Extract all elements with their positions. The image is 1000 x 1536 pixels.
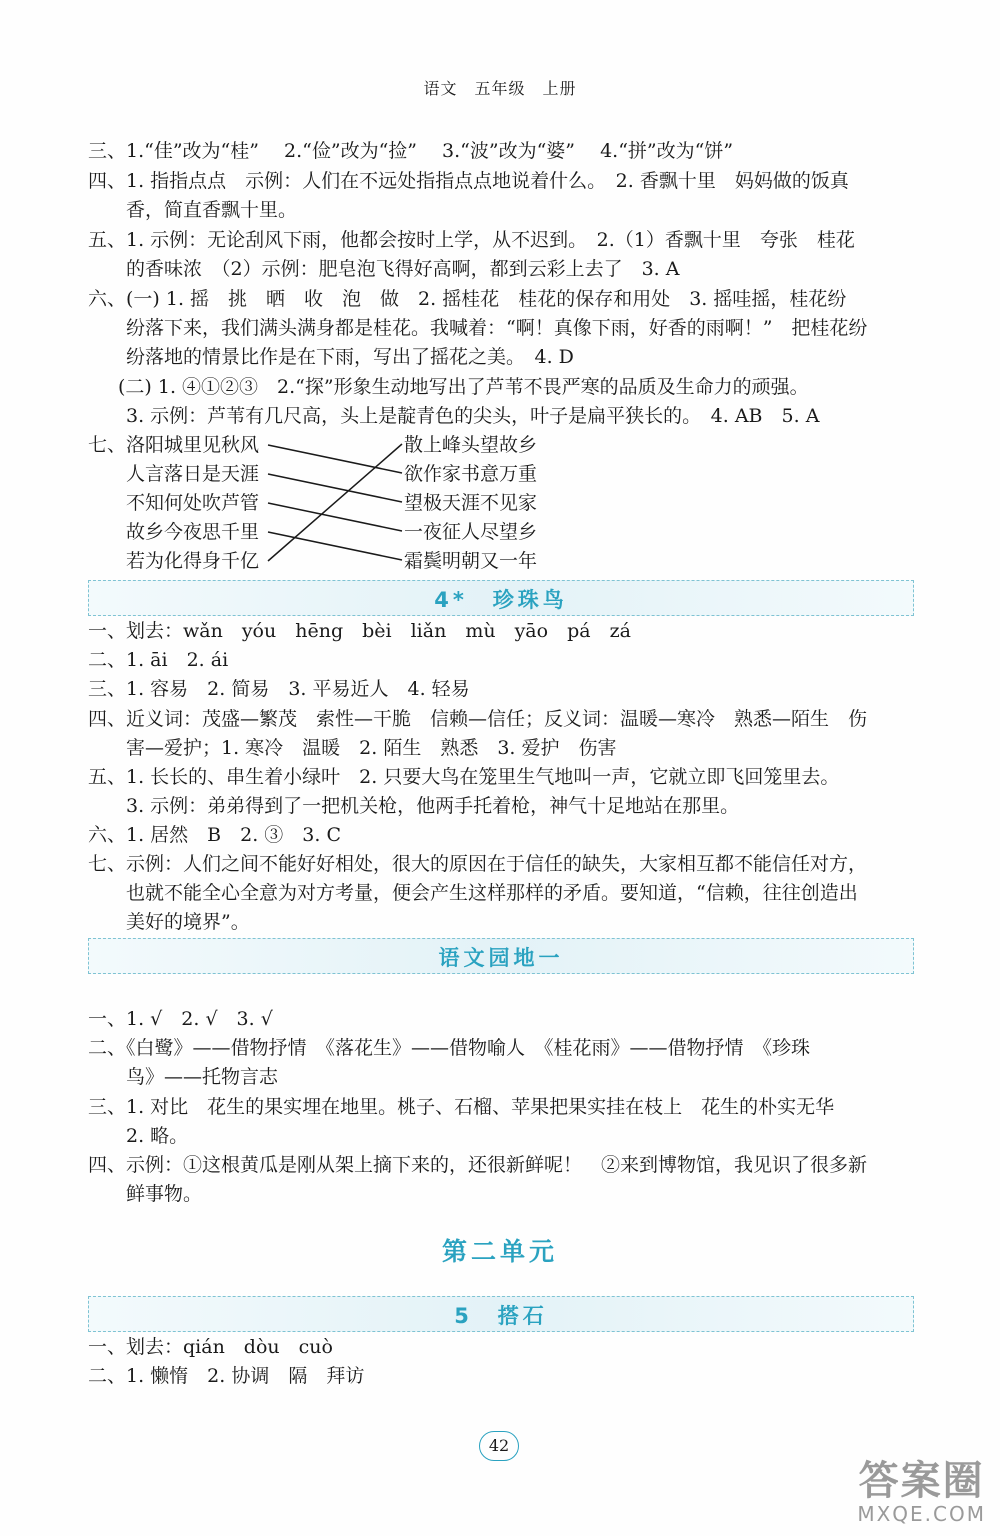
poem-right-line: 望极天涯不见家	[404, 492, 538, 514]
watermark-logo	[857, 1449, 986, 1526]
poem-connector-lines	[0, 0, 1000, 600]
answer-line: 纷落地的情景比作是在下雨，写出了摇花之美。 4. D	[126, 346, 574, 368]
section-title: 5 搭石	[454, 1304, 548, 1328]
answer-line: 六、(一) 1. 摇 挑 晒 收 泡 做 2. 摇桂花 桂花的保存和用处 3. 摇哇摇，桂花纷	[88, 288, 847, 310]
answer-line: 也就不能全心全意为对方考量，便会产生这样那样的矛盾。要知道，“信赖，往往创造出	[126, 882, 858, 904]
answer-line: 纷落下来，我们满头满身都是桂花。我喊着：“啊！真像下雨，好香的雨啊！” 把桂花纷	[126, 317, 868, 339]
answer-line: 香，简直香飘十里。	[126, 199, 298, 221]
poem-right-line: 一夜征人尽望乡	[404, 521, 538, 543]
poem-left-line: 若为化得身千亿	[126, 550, 260, 572]
connector-line	[268, 474, 402, 502]
poem-left-line: 人言落日是天涯	[126, 463, 260, 485]
answer-line: 害—爱护；1. 寒冷 温暖 2. 陌生 熟悉 3. 爱护 伤害	[126, 737, 617, 759]
answer-line: 三、1. 容易 2. 简易 3. 平易近人 4. 轻易	[88, 678, 470, 700]
answer-line: 二、《白鹭》——借物抒情 《落花生》——借物喻人 《桂花雨》——借物抒情 《珍珠	[88, 1037, 811, 1059]
poem-left-line: 洛阳城里见秋风	[126, 434, 260, 456]
poem-right-line: 散上峰头望故乡	[404, 434, 538, 456]
section-header	[88, 938, 914, 974]
answer-line: 二、1. 懒惰 2. 协调 隔 拜访	[88, 1365, 365, 1387]
answer-line: 一、1. √ 2. √ 3. √	[88, 1008, 273, 1030]
answer-line: 的香味浓 （2）示例：肥皂泡飞得好高啊，都到云彩上去了 3. A	[126, 258, 680, 280]
answer-line: 二、1. āi 2. ái	[88, 649, 229, 671]
watermark-url: MXQE.COM	[857, 1502, 986, 1526]
section-title: 语文园地一	[438, 946, 564, 970]
watermark-title: 答案圈	[858, 1458, 985, 1504]
answer-line: 三、1. 对比 花生的果实埋在地里。桃子、石榴、苹果把果实挂在枝上 花生的朴实无华	[88, 1096, 835, 1118]
connector-line	[268, 532, 402, 560]
answer-line: 一、划去：wǎn yóu hēng bèi liǎn mù yāo pá zá	[88, 620, 631, 642]
answer-line: 2. 略。	[126, 1125, 189, 1147]
answer-line: 鸟》——托物言志	[126, 1066, 279, 1088]
answer-line: 美好的境界”。	[126, 911, 250, 933]
section-title: 4* 珍珠鸟	[434, 588, 568, 612]
poem-left-line: 故乡今夜思千里	[126, 521, 260, 543]
poem-left-line: 不知何处吹芦管	[126, 492, 260, 514]
section-header	[88, 1296, 914, 1332]
answer-line: 七、示例：人们之间不能好好相处，很大的原因在于信任的缺失，大家相互都不能信任对方，	[88, 853, 868, 875]
section-header	[88, 580, 914, 616]
connector-line	[268, 445, 402, 473]
answer-line: 四、近义词：茂盛—繁茂 索性—干脆 信赖—信任；反义词：温暖—寒冷 熟悉—陌生 伤	[88, 708, 868, 730]
poem-right-line: 欲作家书意万重	[404, 463, 538, 485]
page-header: 语文 五年级 上册	[423, 79, 577, 98]
connector-line	[268, 503, 402, 531]
unit-title: 第二单元	[441, 1237, 558, 1266]
page-number: 42	[479, 1431, 519, 1461]
answer-line: 鲜事物。	[126, 1183, 203, 1205]
answer-line: 四、1. 指指点点 示例：人们在不远处指指点点地说着什么。 2. 香飘十里 妈妈做的饭真	[88, 170, 849, 192]
answer-line: 一、划去：qián dòu cuò	[88, 1336, 333, 1358]
answer-line: 3. 示例：芦苇有几尺高，头上是靛青色的尖头，叶子是扁平狭长的。 4. AB 5. A	[126, 405, 820, 427]
answer-line: 3. 示例：弟弟得到了一把机关枪，他两手托着枪，神气十足地站在那里。	[126, 795, 740, 817]
connector-line	[268, 444, 402, 561]
poem-prefix: 七、	[88, 434, 127, 456]
answer-line: 六、1. 居然 B 2. ③ 3. C	[88, 824, 342, 846]
answer-line: (二) 1. ④①②③ 2.“探”形象生动地写出了芦苇不畏严寒的品质及生命力的顽强。	[118, 376, 809, 398]
answer-line: 三、1.“佳”改为“桂” 2.“俭”改为“捡” 3.“波”改为“婆” 4.“拼”改为“饼”	[88, 140, 734, 162]
answer-line: 五、1. 示例：无论刮风下雨，他都会按时上学，从不迟到。 2.（1）香飘十里 夸张 桂花	[88, 229, 855, 251]
answer-line: 四、示例：①这根黄瓜是刚从架上摘下来的，还很新鲜呢！ ②来到博物馆，我见识了很多新	[88, 1154, 868, 1176]
poem-right-line: 霜鬓明朝又一年	[404, 550, 538, 572]
answer-line: 五、1. 长长的、串生着小绿叶 2. 只要大鸟在笼里生气地叫一声，它就立即飞回笼里去。	[88, 766, 840, 788]
